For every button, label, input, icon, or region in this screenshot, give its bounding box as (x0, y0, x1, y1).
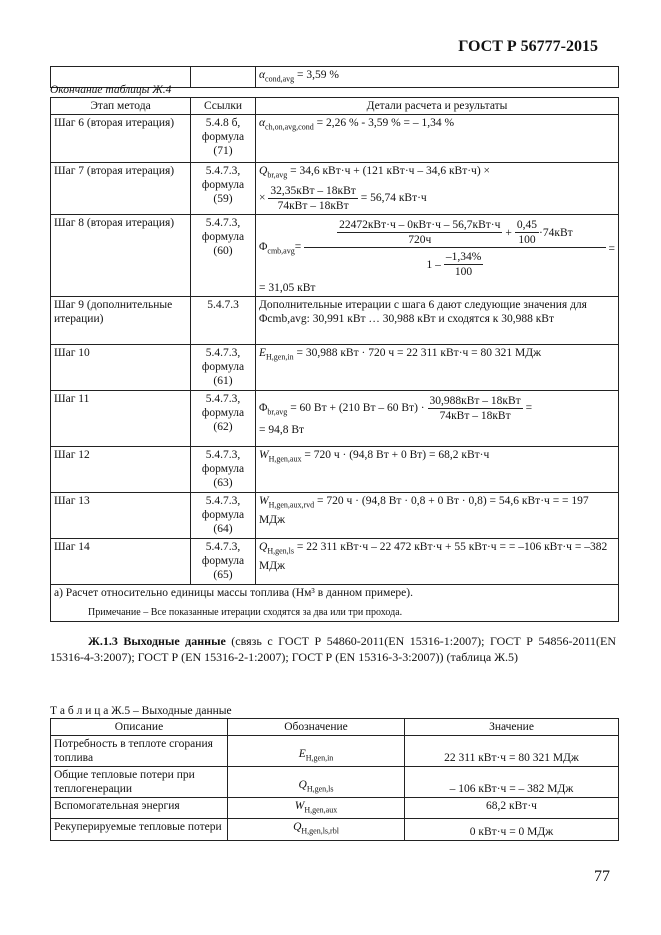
table-row (51, 345, 619, 391)
header-value: Значение (405, 719, 619, 736)
header-stage: Этап метода (51, 98, 191, 115)
output-data-table (50, 718, 619, 841)
ref-cell: 5.4.7.3, формула (60) (191, 215, 256, 297)
table-row (51, 736, 619, 767)
table2-caption: Т а б л и ц а Ж.5 – Выходные данные (50, 705, 232, 717)
table-row (51, 767, 619, 798)
ref-cell: 5.4.7.3, формула (62) (191, 391, 256, 447)
step-cell: Шаг 8 (вторая итерация) (51, 215, 191, 297)
cont-cell-3: $\alpha_{cond,avg} = 3,59$ % (256, 67, 619, 88)
symbol-cell: $Q_{H,gen,ls}$ (228, 767, 405, 798)
ref-cell: 5.4.7.3, формула (63) (191, 447, 256, 493)
table-row (51, 819, 619, 840)
table-row (51, 539, 619, 585)
table-row (51, 163, 619, 215)
desc-cell: Потребность в теплоте сгорания топлива (51, 736, 228, 767)
big-fraction: $\frac{\text{22472кВт·ч – 0кВт·ч – 56,7кВт·ч}}{720ч}$ + $\frac{0,45}{100}$ ·74кВт 1 – $\frac{-1,34\%}{100}$ (304, 218, 605, 279)
symbol-cell: $E_{H,gen,in}$ (228, 736, 405, 767)
ref-cell: 5.4.7.3, формула (65) (191, 539, 256, 585)
desc-cell: Общие тепловые потери при теплогенерации (51, 767, 228, 798)
detail-cell: $\alpha_{ch,on,avg,cond} = 2,26$ % - 3,59 % = – 1,34 % (256, 115, 619, 163)
header-symbol: Обозначение (228, 719, 405, 736)
detail-cell: $\Phi_{cmb,avg}=$ $\frac{\text{22472кВт·ч – 0кВт·ч – 56,7кВт·ч}}{720ч}$ + $\frac{0,45}{100}$ ·74кВт 1 – $\frac{-1,34\%}{100}$ = = 31,05 кВт (256, 215, 619, 297)
header-refs: Ссылки (191, 98, 256, 115)
step-cell: Шаг 13 (51, 493, 191, 539)
section-title: Выходные данные (123, 634, 226, 648)
formula-fraction: $\frac{\text{32,35кВт – 18кВт}}{\text{74кВт – 18кВт}}$ (270, 185, 356, 213)
table-header-row (51, 98, 619, 115)
value-cell: 68,2 кВт·ч (405, 798, 619, 819)
standard-header: ГОСТ Р 56777-2015 (458, 38, 598, 55)
table-row (51, 493, 619, 539)
desc-cell: Рекуперируемые тепловые потери (51, 819, 228, 840)
value-cell: – 106 кВт·ч = – 382 МДж (405, 767, 619, 798)
detail-cell: $E_{H,gen,in} = 30,988$ кВт · 720 ч = 22 311 кВт·ч = 80 321 МДж (256, 345, 619, 391)
detail-cell: $Q_{br,avg} = 34,6$ кВт·ч + (121 кВт·ч – 34,6 кВт·ч) × × $\frac{\text{32,35кВт – 18кВт}}{\text{74кВт – 18кВт}}$ = 56,74 кВт·ч (256, 163, 619, 215)
table-row (51, 447, 619, 493)
table-row (51, 798, 619, 819)
header-details: Детали расчета и результаты (256, 98, 619, 115)
step-cell: Шаг 12 (51, 447, 191, 493)
footnote-text: a) Расчет относительно единицы массы топлива (Нм³ в данном примере). (54, 587, 413, 600)
table1-caption: Окончание таблицы Ж.4 (50, 84, 172, 96)
detail-cell: $Q_{H,gen,ls} = 22$ 311 кВт·ч – 22 472 кВт·ч + 55 кВт·ч = = –106 кВт·ч = –382 МДж (256, 539, 619, 585)
table-row (51, 215, 619, 297)
page-number: 77 (594, 868, 610, 885)
detail-cell: $W_{H,gen,aux} = 720$ ч · (94,8 Вт + 0 Вт) = 68,2 кВт·ч (256, 447, 619, 493)
step-cell: Шаг 7 (вторая итерация) (51, 163, 191, 215)
value-cell: 0 кВт·ч = 0 МДж (405, 819, 619, 840)
ref-cell: 5.4.7.3, формула (61) (191, 345, 256, 391)
value-cell: 22 311 кВт·ч = 80 321 МДж (405, 736, 619, 767)
table-row (51, 297, 619, 345)
table-row (51, 115, 619, 163)
step-cell: Шаг 14 (51, 539, 191, 585)
step-cell: Шаг 6 (вторая итерация) (51, 115, 191, 163)
table-header-row (51, 719, 619, 736)
ref-cell: 5.4.8 б, формула (71) (191, 115, 256, 163)
section-paragraph (50, 633, 616, 665)
step-cell: Шаг 9 (дополнительные итерации) (51, 297, 191, 345)
ref-cell: 5.4.7.3, формула (64) (191, 493, 256, 539)
symbol-cell: $W_{H,gen,aux}$ (228, 798, 405, 819)
step-cell: Шаг 10 (51, 345, 191, 391)
detail-cell: $W_{H,gen,aux,rvd} = 720$ ч · (94,8 Вт · 0,8 + 0 Вт · 0,8) = 54,6 кВт·ч = = 197 МДж (256, 493, 619, 539)
detail-cell: $\Phi_{br,avg} = 60$ Вт + (210 Вт – 60 Вт) · $\frac{\text{30,988кВт – 18кВт}}{\text{74кВт – 18кВт}}$ = = 94,8 Вт (256, 391, 619, 447)
footnote-row (51, 585, 619, 622)
table-row (51, 391, 619, 447)
table-note: Примечание – Все показанные итерации сходятся за два или три прохода. (88, 607, 403, 619)
header-description: Описание (51, 719, 228, 736)
formula-fraction: $\frac{\text{30,988кВт – 18кВт}}{\text{74кВт – 18кВт}}$ (429, 395, 521, 423)
symbol-cell: $Q_{H,gen,ls,rbl}$ (228, 819, 405, 840)
cont-cell-2 (191, 67, 256, 88)
footnote-cell (51, 585, 619, 622)
desc-cell: Вспомогательная энергия (51, 798, 228, 819)
ref-cell: 5.4.7.3, формула (59) (191, 163, 256, 215)
step-cell: Шаг 11 (51, 391, 191, 447)
detail-cell: Дополнительные итерации с шага 6 дают следующие значения для Φcmb,avg: 30,991 кВт … 30,988 кВт и сходятся к 30,988 кВт (256, 297, 619, 345)
section-number: Ж.1.3 (88, 634, 118, 648)
calculation-table (50, 97, 619, 622)
ref-cell: 5.4.7.3 (191, 297, 256, 345)
section-text: (связь с ГОСТ Р 54860-2011(EN 15316-1:2007); ГОСТ Р 54856-2011(EN 15316-4-3:2007); ГОСТ Р (EN 15316-2-1:2007); ГОСТ Р (EN 15316-3-3:2007)) (таблица Ж.5) (50, 634, 617, 664)
